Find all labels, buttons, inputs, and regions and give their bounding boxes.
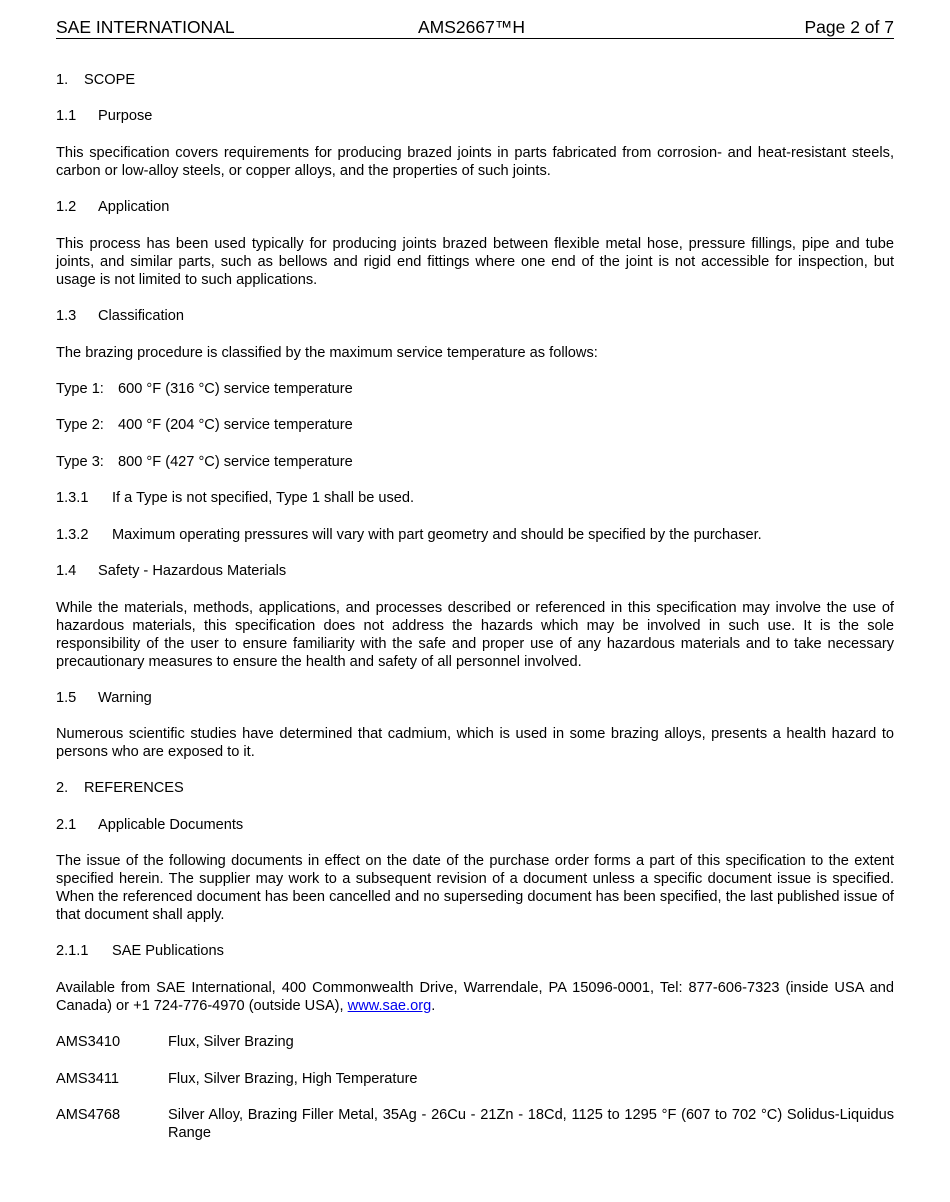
reference-code: AMS3411 [56,1071,120,1087]
section-2-1-1-body [56,979,894,1015]
section-text: If a Type is not specified, Type 1 shall be used. [112,490,415,506]
section-number: 2. [56,780,69,796]
header-page-number: Page 2 of 7 [804,17,894,37]
section-number: 1.3.1 [56,490,89,506]
section-title: Application [98,199,170,215]
type-text: 400 °F (204 °C) service temperature [118,417,353,433]
section-1-1-heading [56,107,894,125]
section-number: 1.1 [56,108,77,124]
section-2-1-body: The issue of the following documents in effect on the date of the purchase order forms a part of this specification to the extent specified herein. The supplier may work to a subsequent revision of a document unless a specific document issue is specified. When the referenced document has been cancelled and no superseding document has been specified, the last published issue of that document shall apply. [56,853,894,923]
section-number: 1.2 [56,199,77,215]
type-label: Type 2: [56,417,104,433]
header-document-number: AMS2667™H [418,17,525,37]
section-number: 1.4 [56,563,77,579]
section-number: 1.5 [56,690,77,706]
section-number: 2.1 [56,817,77,833]
sae-website-link[interactable]: www.sae.org [347,998,432,1014]
section-number: 1.3 [56,308,77,324]
type-label: Type 3: [56,454,104,470]
section-1-2-heading [56,198,894,216]
reference-title: Flux, Silver Brazing [168,1034,294,1050]
section-number: 1. [56,72,69,88]
type-3-line [56,453,894,471]
section-title: SAE Publications [112,943,224,959]
section-1-3-heading [56,307,894,325]
section-title: Safety - Hazardous Materials [98,563,287,579]
type-1-line [56,380,894,398]
section-text: Maximum operating pressures will vary with part geometry and should be specified by the purchaser. [112,527,762,543]
section-1-3-1 [56,489,894,507]
availability-text: Available from SAE International, 400 Commonwealth Drive, Warrendale, PA 15096-0001, Tel: 877-606-7323 (inside USA and Canada) or +1 724-776-4970 (outside USA), [56,980,894,1014]
section-2-1-heading [56,816,894,834]
reference-title: Flux, Silver Brazing, High Temperature [168,1071,418,1087]
type-text: 800 °F (427 °C) service temperature [118,454,353,470]
section-title: Applicable Documents [98,817,244,833]
page-header [56,16,894,39]
section-1-2-body: This process has been used typically for producing joints brazed between flexible metal hose, pressure fillings, pipe and tube joints, and similar parts, such as bellows and rigid end fittings where one end of the joint is not accessible for inspection, but usage is not limited to such applications. [56,236,894,288]
type-2-line [56,416,894,434]
type-label: Type 1: [56,381,104,397]
section-title: Classification [98,308,184,324]
section-1-4-body: While the materials, methods, applications, and processes described or referenced in this specification may involve the use of hazardous materials, this specification does not address the hazards which may be involved in such use. It is the sole responsibility of the user to ensure familiarity with the safe and proper use of any hazardous materials and to take necessary precautionary measures to ensure the health and safety of all personnel involved. [56,600,894,670]
section-2-1-1-heading [56,942,894,960]
section-1-heading [56,71,894,89]
section-1-5-body: Numerous scientific studies have determined that cadmium, which is used in some brazing alloys, presents a health hazard to persons who are exposed to it. [56,726,894,760]
reference-title: Silver Alloy, Brazing Filler Metal, 35Ag - 26Cu - 21Zn - 18Cd, 1125 to 1295 °F (607 to 702 °C) Solidus-Liquidus Range [168,1107,894,1141]
section-1-1-body: This specification covers requirements for producing brazed joints in parts fabricated from corrosion- and heat-resistant steels, carbon or low-alloy steels, or copper alloys, and the properties of such joints. [56,145,894,179]
section-title: Purpose [98,108,153,124]
section-2-heading [56,779,894,797]
section-title: Warning [98,690,152,706]
section-1-3-body: The brazing procedure is classified by the maximum service temperature as follows: [56,345,598,361]
section-title: SCOPE [84,72,136,88]
section-1-3-2 [56,526,894,544]
section-number: 1.3.2 [56,527,89,543]
section-number: 2.1.1 [56,943,89,959]
sentence-end: . [431,998,436,1014]
reference-code: AMS4768 [56,1107,121,1123]
section-1-4-heading [56,562,894,580]
header-publisher: SAE INTERNATIONAL [56,17,235,37]
section-1-5-heading [56,689,894,707]
type-text: 600 °F (316 °C) service temperature [118,381,353,397]
reference-code: AMS3410 [56,1034,121,1050]
section-title: REFERENCES [84,780,184,796]
